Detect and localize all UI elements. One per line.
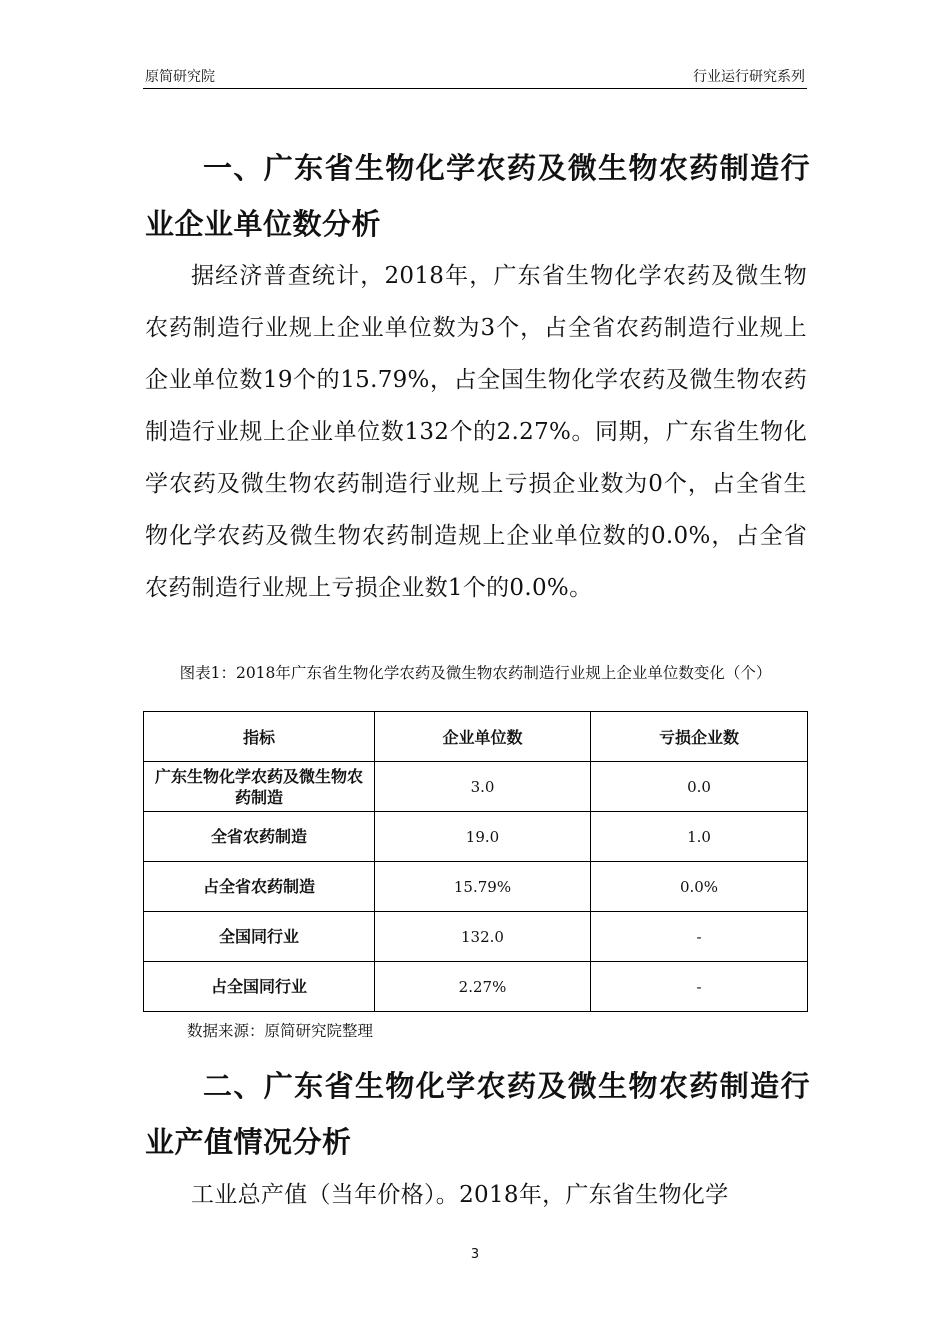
units-cell: 2.27% (375, 962, 591, 1012)
loss-cell: 0.0% (591, 862, 808, 912)
table-row (144, 962, 808, 1012)
row-label: 占全省农药制造 (144, 862, 375, 912)
row-label: 全国同行业 (144, 912, 375, 962)
section-1-paragraph: 据经济普查统计，2018年，广东省生物化学农药及微生物农药制造行业规上企业单位数为3个，占全省农药制造行业规上企业单位数19个的15.79%，占全国生物化学农药及微生物农药制造行业规上企业单位数132个的2.27%。同期，广东省生物化学农药及微生物农药制造行业规上亏损企业数为0个，占全省生物化学农药及微生物农药制造规上企业单位数的0.0%，占全省农药制造行业规上亏损企业数1个的0.0%。 (145, 263, 807, 601)
header-enterprise-units: 企业单位数 (375, 712, 591, 762)
section-2-paragraph: 工业总产值（当年价格）。2018年，广东省生物化学 (191, 1182, 729, 1208)
page-header (143, 60, 807, 89)
section-1-title: 一、广东省生物化学农药及微生物农药制造行业企业单位数分析 (145, 151, 810, 241)
row-label: 全省农药制造 (144, 812, 375, 862)
table-row (144, 762, 808, 812)
loss-cell: - (591, 962, 808, 1012)
table-row (144, 812, 808, 862)
table-header-row (144, 712, 808, 762)
table-source-note: 数据来源：原简研究院整理 (187, 1022, 374, 1040)
section-2-title: 二、广东省生物化学农药及微生物农药制造行业产值情况分析 (145, 1069, 810, 1159)
header-loss-enterprises: 亏损企业数 (591, 712, 808, 762)
table-caption: 图表1：2018年广东省生物化学农药及微生物农药制造行业规上企业单位数变化（个） (179, 664, 772, 682)
table-row (144, 862, 808, 912)
loss-cell: 1.0 (591, 812, 808, 862)
loss-cell: - (591, 912, 808, 962)
header-org-name: 原简研究院 (145, 69, 215, 85)
enterprise-count-table (143, 711, 808, 1012)
units-cell: 15.79% (375, 862, 591, 912)
loss-cell: 0.0 (591, 762, 808, 812)
row-label: 广东生物化学农药及微生物农药制造 (144, 762, 375, 812)
table-row (144, 912, 808, 962)
units-cell: 19.0 (375, 812, 591, 862)
header-series-name: 行业运行研究系列 (693, 69, 805, 85)
units-cell: 132.0 (375, 912, 591, 962)
header-indicator: 指标 (144, 712, 375, 762)
page-number: 3 (470, 1247, 480, 1262)
row-label: 占全国同行业 (144, 962, 375, 1012)
units-cell: 3.0 (375, 762, 591, 812)
